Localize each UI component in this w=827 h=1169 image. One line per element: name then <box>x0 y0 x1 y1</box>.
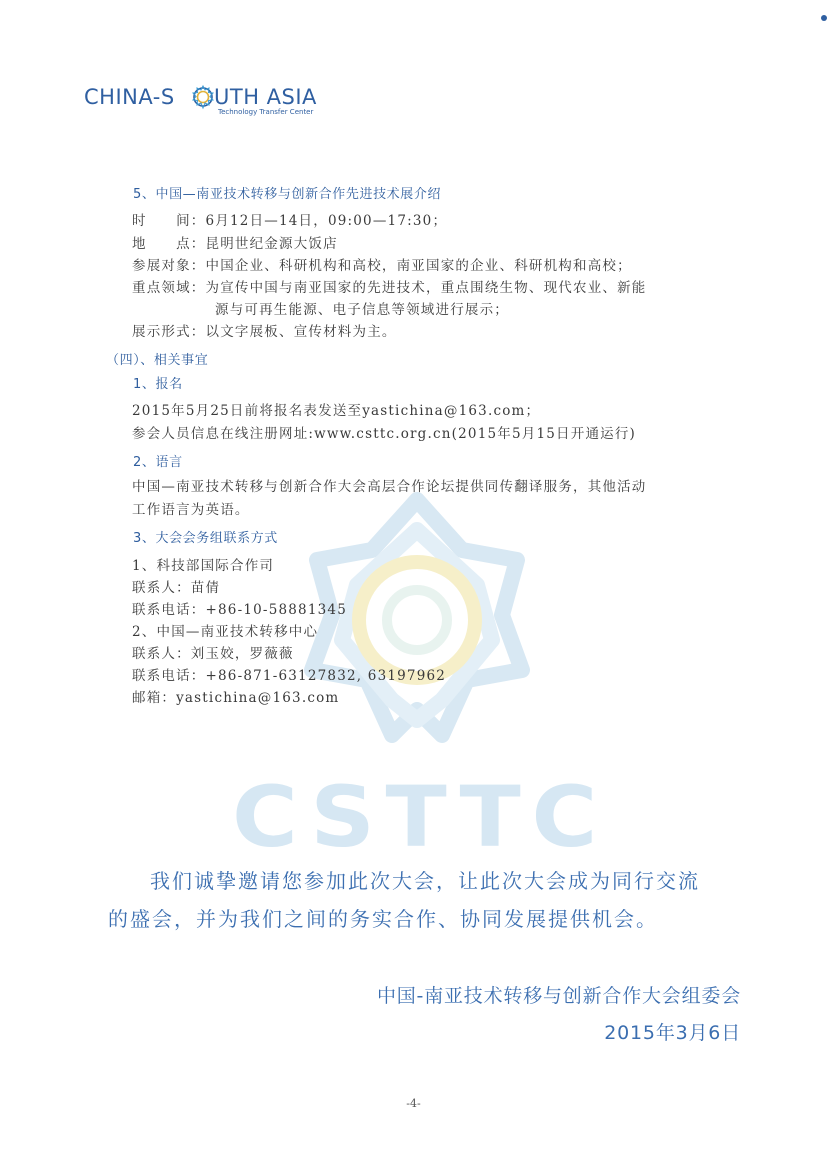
section-5-title: 5、中国—南亚技术转移与创新合作先进技术展介绍 <box>133 187 442 202</box>
logo-text-right: UTH ASIA <box>214 85 317 109</box>
logo-emblem-icon <box>190 84 216 110</box>
exhibit-participants: 参展对象：中国企业、科研机构和高校，南亚国家的企业、科研机构和高校； <box>132 258 632 274</box>
invitation-line1: 我们诚挚邀请您参加此次大会，让此次大会成为同行交流 <box>150 869 700 893</box>
page-number: -4- <box>406 1097 421 1110</box>
registration-line1: 2015年5月25日前将报名表发送至yastichina@163.com； <box>132 403 541 419</box>
watermark-label: CSTTC <box>232 782 608 850</box>
registration-title: 1、报名 <box>133 377 183 392</box>
corner-dot <box>821 15 827 21</box>
registration-line2: 参会人员信息在线注册网址:www.csttc.org.cn(2015年5月15日开通运行) <box>132 426 637 442</box>
exhibit-focus-line1: 重点领域：为宣传中国与南亚国家的先进技术，重点围绕生物、现代农业、新能 <box>132 280 647 296</box>
contact-title: 3、大会会务组联系方式 <box>133 531 278 546</box>
contact-person-2: 联系人：刘玉姣，罗薇薇 <box>132 646 294 662</box>
watermark-text <box>230 782 610 850</box>
contact-org-1: 1、科技部国际合作司 <box>132 558 275 574</box>
contact-person-1: 联系人：苗倩 <box>132 580 221 596</box>
exhibit-focus-line2: 源与可再生能源、电子信息等领域进行展示； <box>215 302 509 318</box>
part-4-title: （四）、相关事宜 <box>106 353 209 368</box>
header-logo <box>84 84 344 124</box>
contact-email-2: 邮箱：yastichina@163.com <box>132 690 340 706</box>
signature-date: 2015年3月6日 <box>604 1022 741 1044</box>
exhibit-format: 展示形式：以文字展板、宣传材料为主。 <box>132 324 397 340</box>
signature-organization: 中国-南亚技术转移与创新合作大会组委会 <box>376 985 741 1007</box>
logo-subtitle: Technology Transfer Center <box>218 108 314 116</box>
contact-phone-1: 联系电话：+86-10-58881345 <box>132 602 348 618</box>
exhibit-time: 时 间：6月12日—14日，09:00—17:30； <box>132 213 448 229</box>
language-title: 2、语言 <box>133 455 183 470</box>
contact-org-2: 2、中国—南亚技术转移中心 <box>132 624 319 640</box>
exhibit-place: 地 点：昆明世纪金源大饭店 <box>132 236 338 252</box>
contact-phone-2: 联系电话：+86-871-63127832, 63197962 <box>132 668 447 684</box>
logo-text-left: CHINA-S <box>84 85 175 109</box>
watermark-emblem <box>302 490 532 770</box>
invitation-line2: 的盛会，并为我们之间的务实合作、协同发展提供机会。 <box>108 907 658 931</box>
language-line2: 工作语言为英语。 <box>132 502 250 518</box>
language-line1: 中国—南亚技术转移与创新合作大会高层合作论坛提供同传翻译服务，其他活动 <box>132 479 647 495</box>
